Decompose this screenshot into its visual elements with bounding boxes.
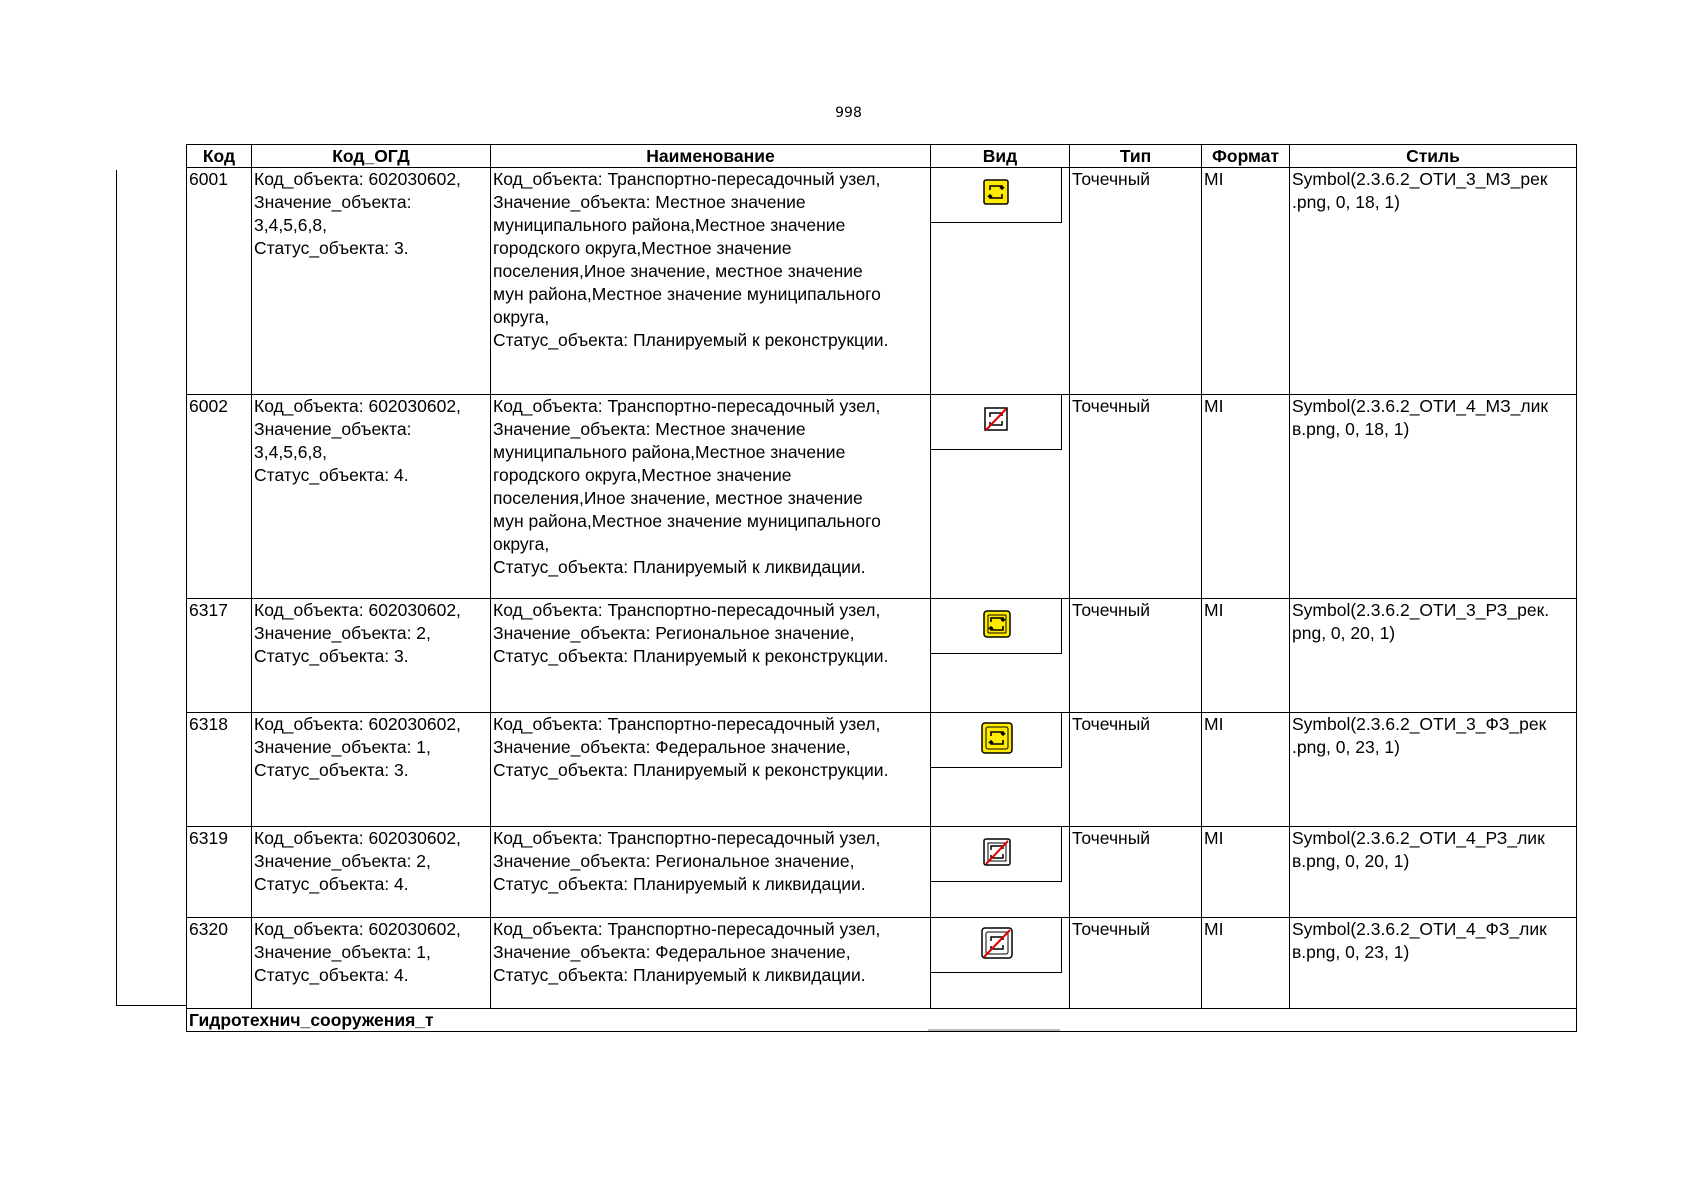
header-name: Наименование — [491, 145, 931, 168]
left-margin-base-rule — [116, 1005, 186, 1006]
cell-view — [931, 599, 1070, 713]
cell-name: Код_объекта: Транспортно-пересадочный узел, Значение_объекта: Региональное значение, Статус_объекта: Планируемый к ликвидации. — [491, 827, 931, 918]
cell-ogd-code: Код_объекта: 602030602, Значение_объекта: 2, Статус_объекта: 4. — [252, 827, 491, 918]
cell-ogd-code: Код_объекта: 602030602, Значение_объекта: 3,4,5,6,8, Статус_объекта: 4. — [252, 395, 491, 599]
cell-code: 6317 — [187, 599, 252, 713]
cell-ogd-code: Код_объекта: 602030602, Значение_объекта: 1, Статус_объекта: 4. — [252, 918, 491, 1009]
cell-view — [931, 168, 1070, 395]
symbol-frame — [931, 168, 1062, 223]
cell-view — [931, 395, 1070, 599]
cell-name: Код_объекта: Транспортно-пересадочный узел, Значение_объекта: Местное значение муниципального района,Местное значение городского округа,Местное значение поселения,Иное значение, местное значение мун района,Местное значение муниципального округа, Статус_объекта: Планируемый к ликвидации. — [491, 395, 931, 599]
cell-type: Точечный — [1070, 599, 1202, 713]
table-row — [187, 827, 1577, 918]
cell-format: MI — [1202, 827, 1290, 918]
cell-view — [931, 918, 1070, 1009]
cell-format: MI — [1202, 395, 1290, 599]
cell-format: MI — [1202, 918, 1290, 1009]
cell-type: Точечный — [1070, 713, 1202, 827]
cell-format: MI — [1202, 599, 1290, 713]
cell-format: MI — [1202, 713, 1290, 827]
header-code: Код — [187, 145, 252, 168]
section-underline — [928, 1029, 1060, 1031]
cell-ogd-code: Код_объекта: 602030602, Значение_объекта: 1, Статус_объекта: 3. — [252, 713, 491, 827]
cell-name: Код_объекта: Транспортно-пересадочный узел, Значение_объекта: Федеральное значение, Статус_объекта: Планируемый к ликвидации. — [491, 918, 931, 1009]
cell-name: Код_объекта: Транспортно-пересадочный узел, Значение_объекта: Федеральное значение, Статус_объекта: Планируемый к реконструкции. — [491, 713, 931, 827]
cell-view — [931, 827, 1070, 918]
cell-code: 6002 — [187, 395, 252, 599]
page-number: 998 — [835, 105, 862, 121]
cell-code: 6320 — [187, 918, 252, 1009]
cell-type: Точечный — [1070, 918, 1202, 1009]
header-view: Вид — [931, 145, 1070, 168]
table-row — [187, 395, 1577, 599]
header-ogd-code: Код_ОГД — [252, 145, 491, 168]
cell-type: Точечный — [1070, 395, 1202, 599]
cell-code: 6319 — [187, 827, 252, 918]
cell-code: 6318 — [187, 713, 252, 827]
cell-code: 6001 — [187, 168, 252, 395]
cell-format: MI — [1202, 168, 1290, 395]
tpu-liquidation-local-icon — [982, 405, 1010, 433]
tpu-reconstruction-local-icon — [982, 178, 1010, 206]
symbol-frame — [931, 827, 1062, 882]
cell-style: Symbol(2.3.6.2_ОТИ_3_РЗ_рек. png, 0, 20, 1) — [1290, 599, 1577, 713]
table-row — [187, 918, 1577, 1009]
cell-ogd-code: Код_объекта: 602030602, Значение_объекта: 2, Статус_объекта: 3. — [252, 599, 491, 713]
cell-name: Код_объекта: Транспортно-пересадочный узел, Значение_объекта: Региональное значение, Статус_объекта: Планируемый к реконструкции. — [491, 599, 931, 713]
tpu-reconstruction-federal-icon — [980, 721, 1014, 755]
symbol-frame — [931, 918, 1062, 973]
cell-type: Точечный — [1070, 827, 1202, 918]
header-row — [187, 145, 1577, 168]
tpu-liquidation-federal-icon — [980, 926, 1014, 960]
cell-style: Symbol(2.3.6.2_ОТИ_3_ФЗ_рек .png, 0, 23, 1) — [1290, 713, 1577, 827]
section-row — [187, 1009, 1577, 1032]
cell-style: Symbol(2.3.6.2_ОТИ_4_МЗ_лик в.png, 0, 18, 1) — [1290, 395, 1577, 599]
section-title: Гидротехнич_сооружения_т — [187, 1009, 1577, 1032]
table-row — [187, 713, 1577, 827]
cell-name: Код_объекта: Транспортно-пересадочный узел, Значение_объекта: Местное значение муниципального района,Местное значение городского округа,Местное значение поселения,Иное значение, местное значение мун района,Местное значение муниципального округа, Статус_объекта: Планируемый к реконструкции. — [491, 168, 931, 395]
symbol-frame — [931, 599, 1062, 654]
cell-style: Symbol(2.3.6.2_ОТИ_4_ФЗ_лик в.png, 0, 23, 1) — [1290, 918, 1577, 1009]
symbol-frame — [931, 395, 1062, 450]
header-format: Формат — [1202, 145, 1290, 168]
cell-type: Точечный — [1070, 168, 1202, 395]
header-type: Тип — [1070, 145, 1202, 168]
cell-ogd-code: Код_объекта: 602030602, Значение_объекта: 3,4,5,6,8, Статус_объекта: 3. — [252, 168, 491, 395]
symbol-table — [186, 144, 1577, 1032]
symbol-frame — [931, 713, 1062, 768]
tpu-reconstruction-regional-icon — [982, 609, 1012, 639]
header-style: Стиль — [1290, 145, 1577, 168]
cell-view — [931, 713, 1070, 827]
tpu-liquidation-regional-icon — [982, 837, 1012, 867]
left-margin-rule — [116, 170, 117, 1006]
table-row — [187, 599, 1577, 713]
table-row — [187, 168, 1577, 395]
cell-style: Symbol(2.3.6.2_ОТИ_3_МЗ_рек .png, 0, 18, 1) — [1290, 168, 1577, 395]
cell-style: Symbol(2.3.6.2_ОТИ_4_РЗ_лик в.png, 0, 20, 1) — [1290, 827, 1577, 918]
